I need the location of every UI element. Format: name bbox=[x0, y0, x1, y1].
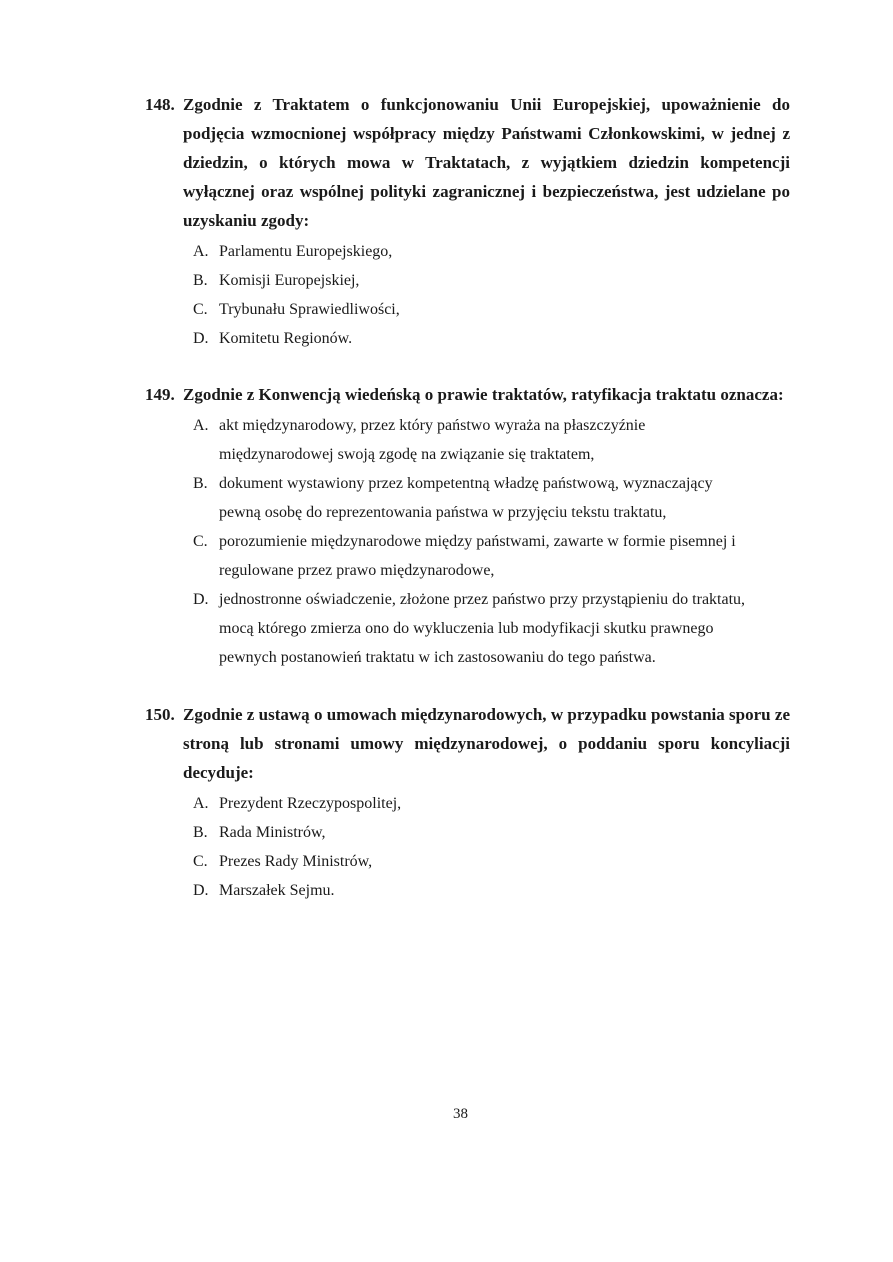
option-letter: D. bbox=[193, 591, 209, 608]
option-letter: A. bbox=[193, 243, 209, 260]
question-text: Zgodnie z ustawą o umowach międzynarodowych, w przypadku powstania sporu ze stroną lub stronami umowy międzynarodowej, o poddaniu sporu koncyliacji decyduje: bbox=[183, 705, 790, 782]
answer-option-a bbox=[193, 789, 790, 818]
option-letter: A. bbox=[193, 417, 209, 434]
answer-options bbox=[145, 237, 790, 353]
question-number: 149. bbox=[145, 385, 175, 404]
option-text: porozumienie międzynarodowe między państwami, zawarte w formie pisemnej i regulowane przez prawo międzynarodowe, bbox=[219, 533, 736, 579]
page-number: 38 bbox=[453, 1106, 468, 1122]
question-148 bbox=[145, 90, 790, 353]
question-number: 150. bbox=[145, 705, 175, 724]
option-text: Prezydent Rzeczypospolitej, bbox=[219, 795, 402, 812]
option-letter: B. bbox=[193, 272, 208, 289]
question-149 bbox=[145, 380, 790, 672]
option-letter: A. bbox=[193, 795, 209, 812]
option-text: Prezes Rady Ministrów, bbox=[219, 853, 373, 870]
answer-options bbox=[145, 411, 790, 672]
question-150 bbox=[145, 700, 790, 905]
option-text: dokument wystawiony przez kompetentną władzę państwową, wyznaczający pewną osobę do reprezentowania państwa w przyjęciu tekstu traktatu, bbox=[219, 475, 713, 521]
answer-option-b bbox=[193, 266, 790, 295]
option-text: Rada Ministrów, bbox=[219, 824, 326, 841]
question-stem bbox=[145, 90, 790, 235]
question-number: 148. bbox=[145, 95, 175, 114]
option-letter: D. bbox=[193, 330, 209, 347]
question-stem bbox=[145, 380, 790, 409]
question-text: Zgodnie z Konwencją wiedeńską o prawie traktatów, ratyfikacja traktatu oznacza: bbox=[183, 385, 784, 404]
option-letter: D. bbox=[193, 882, 209, 899]
answer-option-d bbox=[193, 876, 790, 905]
question-stem bbox=[145, 700, 790, 787]
answer-option-b bbox=[193, 818, 790, 847]
answer-option-b bbox=[193, 469, 790, 527]
answer-option-d bbox=[193, 324, 790, 353]
answer-option-c bbox=[193, 295, 790, 324]
answer-option-c bbox=[193, 527, 790, 585]
option-letter: C. bbox=[193, 301, 208, 318]
option-text: akt międzynarodowy, przez który państwo wyraża na płaszczyźnie międzynarodowej swoją zgodę na związanie się traktatem, bbox=[219, 417, 646, 463]
option-letter: B. bbox=[193, 475, 208, 492]
option-text: jednostronne oświadczenie, złożone przez państwo przy przystąpieniu do traktatu, mocą którego zmierza ono do wykluczenia lub modyfikacji skutku prawnego pewnych postanowień traktatu w ich zastosowaniu do tego państwa. bbox=[219, 591, 746, 666]
option-letter: B. bbox=[193, 824, 208, 841]
answer-option-a bbox=[193, 237, 790, 266]
option-text: Parlamentu Europejskiego, bbox=[219, 243, 393, 260]
option-letter: C. bbox=[193, 853, 208, 870]
option-letter: C. bbox=[193, 533, 208, 550]
option-text: Komisji Europejskiej, bbox=[219, 272, 360, 289]
answer-option-d bbox=[193, 585, 790, 672]
option-text: Trybunału Sprawiedliwości, bbox=[219, 301, 400, 318]
option-text: Marszałek Sejmu. bbox=[219, 882, 335, 899]
answer-option-c bbox=[193, 847, 790, 876]
question-text: Zgodnie z Traktatem o funkcjonowaniu Unii Europejskiej, upoważnienie do podjęcia wzmocnionej współpracy między Państwami Członkowskimi, w jednej z dziedzin, o których mowa w Traktatach, z wyjątkiem dziedzin kompetencji wyłącznej oraz wspólnej polityki zagranicznej i bezpieczeństwa, jest udzielane po uzyskaniu zgody: bbox=[183, 95, 790, 230]
answer-options bbox=[145, 789, 790, 905]
option-text: Komitetu Regionów. bbox=[219, 330, 353, 347]
answer-option-a bbox=[193, 411, 790, 469]
